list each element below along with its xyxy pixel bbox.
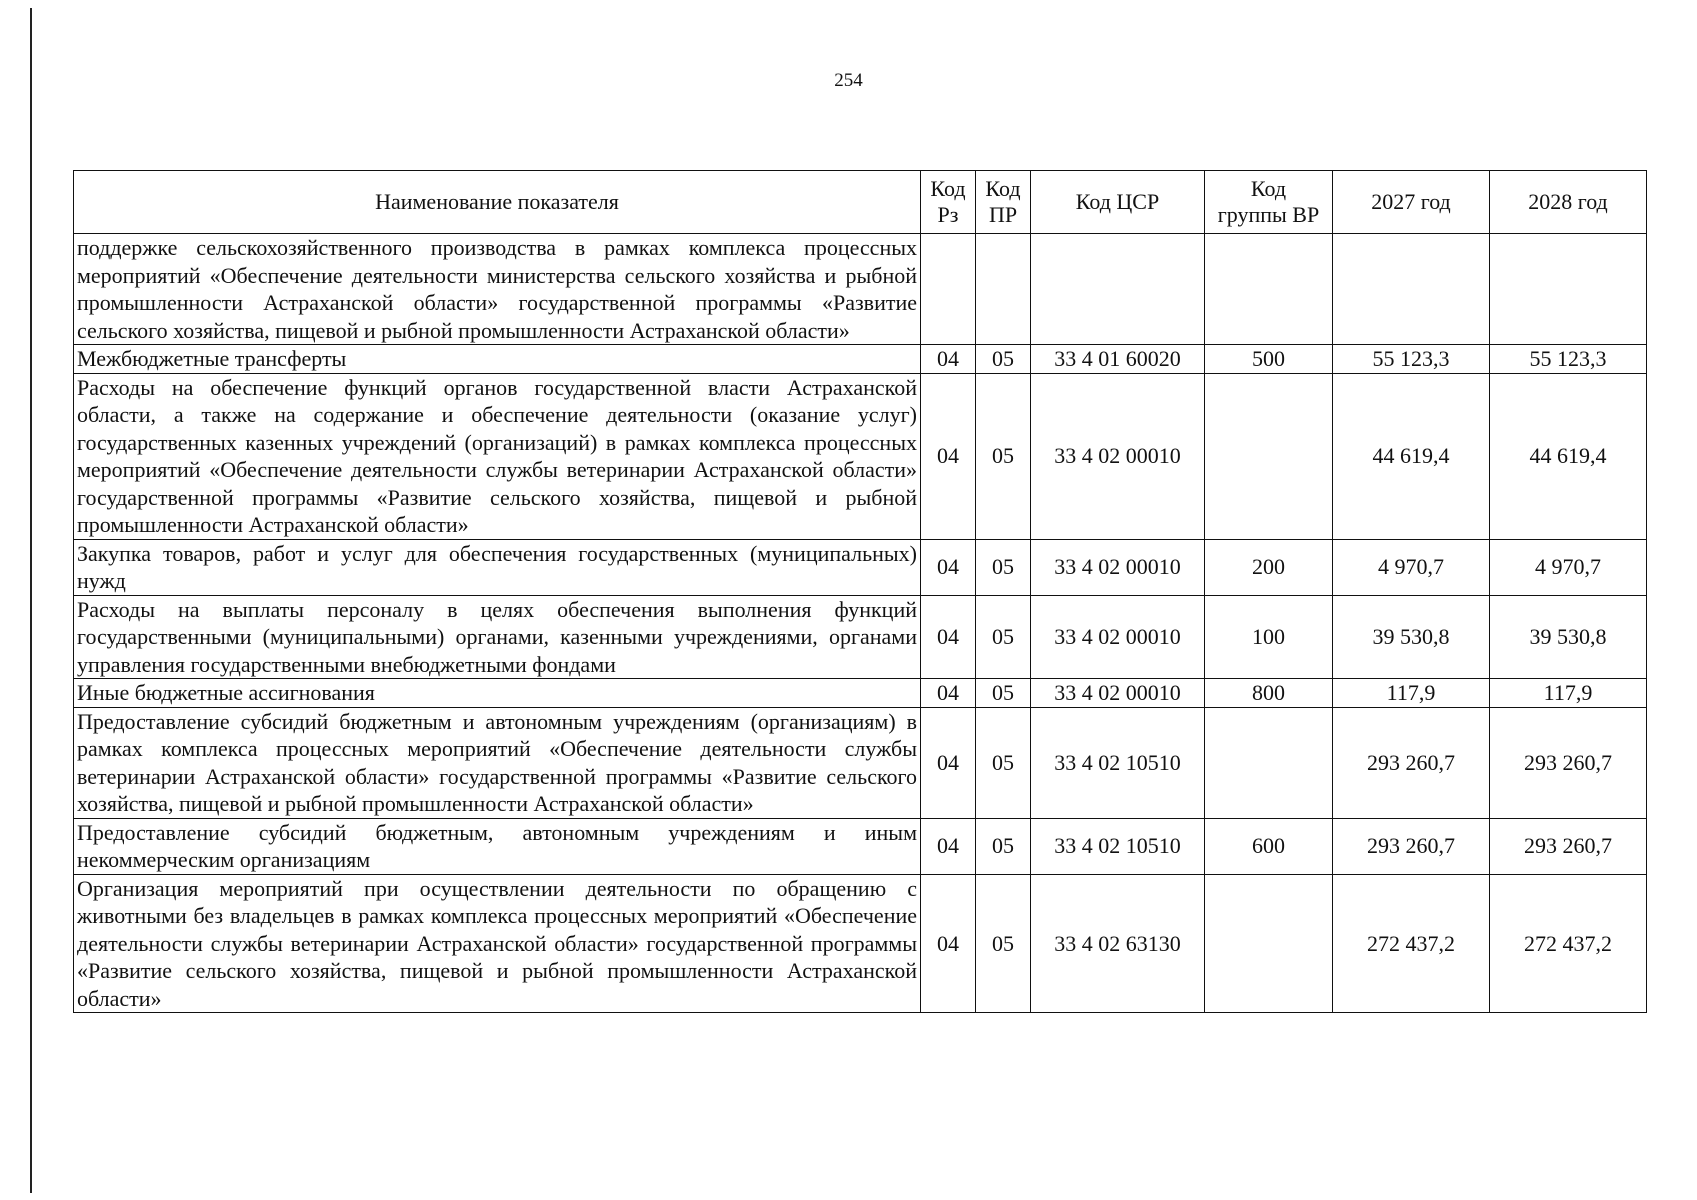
row-rz: 04 [921,818,976,874]
row-2028 [1490,234,1647,345]
row-name: Предоставление субсидий бюджетным, автономным учреждениям и иным некоммерческим организациям [74,818,921,874]
row-pr: 05 [976,539,1031,595]
row-rz: 04 [921,539,976,595]
row-pr: 05 [976,874,1031,1013]
header-year-2027: 2027 год [1333,171,1490,234]
page-number: 254 [834,70,863,91]
row-2027: 4 970,7 [1333,539,1490,595]
row-vr: 200 [1205,539,1333,595]
row-2028: 44 619,4 [1490,373,1647,539]
table-row [74,595,1647,679]
row-csr: 33 4 02 10510 [1031,707,1205,818]
row-2028: 293 260,7 [1490,707,1647,818]
row-csr: 33 4 02 00010 [1031,595,1205,679]
header-rz-line2: Рз [937,202,959,227]
header-vr-line1: Код [1250,176,1287,201]
row-2027: 293 260,7 [1333,818,1490,874]
table-header [74,171,1647,234]
header-rz [921,171,976,234]
header-vr [1205,171,1333,234]
table-row [74,539,1647,595]
row-name: Расходы на обеспечение функций органов государственной власти Астраханской области, а также на содержание и обеспечение деятельности (оказание услуг) государственных казенных учреждений (организаций) в рамках комплекса процессных мероприятий «Обеспечение деятельности службы ветеринарии Астраханской области» государственной программы «Развитие сельского хозяйства, пищевой и рыбной промышленности Астраханской области» [74,373,921,539]
row-2027 [1333,234,1490,345]
header-pr-line2: ПР [988,202,1018,227]
row-vr: 500 [1205,345,1333,374]
row-pr [976,234,1031,345]
row-name: Закупка товаров, работ и услуг для обеспечения государственных (муниципальных) нужд [74,539,921,595]
row-2028: 272 437,2 [1490,874,1647,1013]
row-2027: 293 260,7 [1333,707,1490,818]
row-2028: 293 260,7 [1490,818,1647,874]
row-csr: 33 4 02 00010 [1031,373,1205,539]
row-2027: 117,9 [1333,679,1490,708]
row-csr: 33 4 02 00010 [1031,539,1205,595]
row-2027: 39 530,8 [1333,595,1490,679]
row-vr [1205,707,1333,818]
row-pr: 05 [976,679,1031,708]
table-row [74,818,1647,874]
row-name: Расходы на выплаты персоналу в целях обеспечения выполнения функций государственными (муниципальными) органами, казенными учреждениями, органами управления государственными внебюджетными фондами [74,595,921,679]
row-2027: 272 437,2 [1333,874,1490,1013]
row-name: Иные бюджетные ассигнования [74,679,921,708]
row-rz: 04 [921,874,976,1013]
row-pr: 05 [976,595,1031,679]
row-2028: 55 123,3 [1490,345,1647,374]
row-csr: 33 4 02 00010 [1031,679,1205,708]
row-pr: 05 [976,373,1031,539]
row-vr [1205,234,1333,345]
binding-margin-line [30,8,32,1193]
row-2027: 44 619,4 [1333,373,1490,539]
row-rz: 04 [921,373,976,539]
row-name: Предоставление субсидий бюджетным и автономным учреждениям (организациям) в рамках комплекса процессных мероприятий «Обеспечение деятельности службы ветеринарии Астраханской области» государственной программы «Развитие сельского хозяйства, пищевой и рыбной промышленности Астраханской области» [74,707,921,818]
table-row [74,373,1647,539]
row-pr: 05 [976,707,1031,818]
row-name: поддержке сельскохозяйственного производства в рамках комплекса процессных мероприятий «Обеспечение деятельности министерства сельского хозяйства и рыбной промышленности Астраханской области» государственной программы «Развитие сельского хозяйства, пищевой и рыбной промышленности Астраханской области» [74,234,921,345]
row-pr: 05 [976,345,1031,374]
header-name: Наименование показателя [74,171,921,234]
table-row [74,874,1647,1013]
row-vr: 100 [1205,595,1333,679]
header-pr [976,171,1031,234]
header-rz-line1: Код [930,176,966,201]
row-vr [1205,373,1333,539]
row-pr: 05 [976,818,1031,874]
row-vr [1205,874,1333,1013]
row-name: Организация мероприятий при осуществлении деятельности по обращению с животными без владельцев в рамках комплекса процессных мероприятий «Обеспечение деятельности службы ветеринарии Астраханской области» государственной программы «Развитие сельского хозяйства, пищевой и рыбной промышленности Астраханской области» [74,874,921,1013]
budget-table [73,170,1647,1013]
row-csr [1031,234,1205,345]
row-vr: 800 [1205,679,1333,708]
row-rz [921,234,976,345]
row-name: Межбюджетные трансферты [74,345,921,374]
table-row [74,679,1647,708]
row-rz: 04 [921,595,976,679]
row-rz: 04 [921,707,976,818]
row-csr: 33 4 02 10510 [1031,818,1205,874]
row-vr: 600 [1205,818,1333,874]
header-pr-line1: Код [985,176,1021,201]
row-csr: 33 4 01 60020 [1031,345,1205,374]
table-body [74,234,1647,1013]
header-csr: Код ЦСР [1031,171,1205,234]
row-2028: 4 970,7 [1490,539,1647,595]
row-2028: 117,9 [1490,679,1647,708]
row-rz: 04 [921,679,976,708]
row-2028: 39 530,8 [1490,595,1647,679]
row-rz: 04 [921,345,976,374]
table-row [74,707,1647,818]
row-2027: 55 123,3 [1333,345,1490,374]
header-year-2028: 2028 год [1490,171,1647,234]
header-vr-line2: группы ВР [1217,202,1320,227]
row-csr: 33 4 02 63130 [1031,874,1205,1013]
table-row [74,345,1647,374]
table-row [74,234,1647,345]
